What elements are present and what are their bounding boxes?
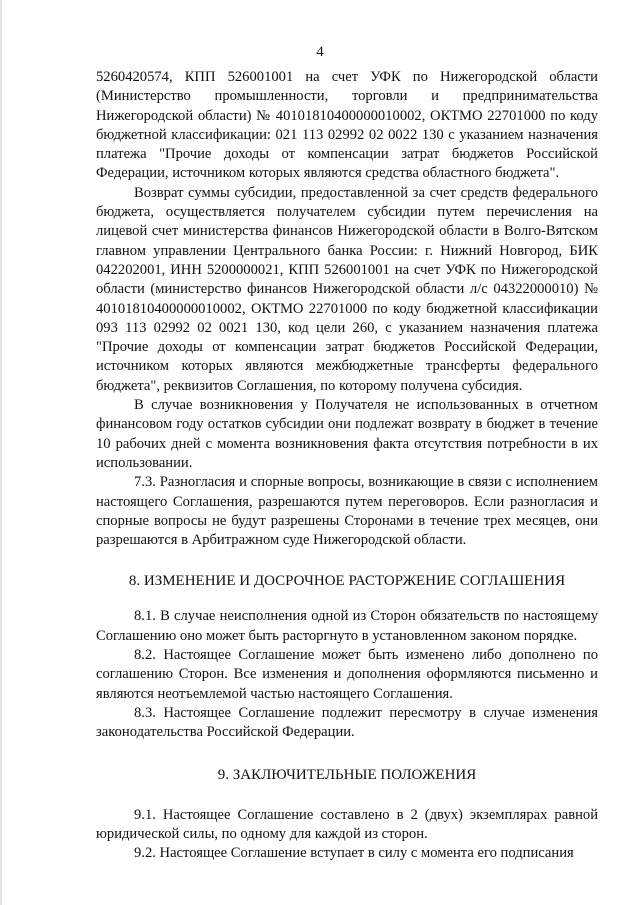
paragraph-unused-balance: В случае возникновения у Получателя не использованных в отчетном финансовом году остатков субсидии они подлежат возврату в бюджет в течение 10 рабочих дней с момента возникновения факта отсутствия потребности в их использовании. [96,397,598,471]
paragraph-8-1: 8.1. В случае неисполнения одной из Сторон обязательств по настоящему Соглашению оно может быть расторгнуто в установленном законом порядке. [96,608,598,644]
page-number: 4 [316,44,324,60]
scan-edge [0,0,2,905]
paragraph-8-3: 8.3. Настоящее Соглашение подлежит пересмотру в случае изменения законодательства Российской Федерации. [96,704,598,741]
section-8-heading: 8. ИЗМЕНЕНИЕ И ДОСРОЧНОЕ РАСТОРЖЕНИЕ СОГЛАШЕНИЯ [128,573,566,590]
document-body [96,68,598,863]
section-9-heading: 9. ЗАКЛЮЧИТЕЛЬНЫЕ ПОЛОЖЕНИЯ [217,766,477,783]
paragraph-8-2: 8.2. Настоящее Соглашение может быть изменено либо дополнено по соглашению Сторон. Все изменения и дополнения оформляются письменно и являются неотъемлемой частью настоящего Соглашения. [96,647,598,702]
paragraph-7-3: 7.3. Разногласия и спорные вопросы, возникающие в связи с исполнением настоящего Соглашения, разрешаются путем переговоров. Если разногласия и спорные вопросы не будут разрешены Сторонами в течение трех месяцев, они разрешаются в Арбитражном суде Нижегородской области. [96,474,598,549]
paragraph-9-2: 9.2. Настоящее Соглашение вступает в силу с момента его подписания [134,845,574,862]
paragraph-9-1: 9.1. Настоящее Соглашение составлено в 2 (двух) экземплярах равной юридической силы, по одному для каждой из сторон. [96,806,598,842]
paragraph-federal-refund: Возврат суммы субсидии, предоставленной за счет средств федерального бюджета, осуществляется получателем субсидии путем перечисления на лицевой счет министерства финансов Нижегородской области в Волго-Вятском главном управлении Центрального банка России: г. Нижний Новгород, БИК 042202001, ИНН 5200000021, КПП 526001001 на счет УФК по Нижегородской области (министерство финансов Нижегородской области л/с 04322000010) № 40101810400000010002, ОКТМО 22701000 по коду бюджетной классификации 093 113 02992 02 0021 130, код цели 260, с указанием назначения платежа "Прочие доходы от компенсации затрат бюджетов Российской Федерации, источником которых являются межбюджетные трансферты федерального бюджета", реквизитов Соглашения, по которому получена субсидия. [96,184,598,394]
paragraph-continuation: 5260420574, КПП 526001001 на счет УФК по Нижегородской области (Министерство промышленности, торговли и предпринимательства Нижегородской области) № 40101810400000010002, ОКТМО 22701000 по коду бюджетной классификации: 021 113 02992 02 0022 130 с указанием назначения платежа "Прочие доходы от компенсации затрат бюджетов Российской Федерации, источником которых являются средства областного бюджета". [96,69,598,182]
